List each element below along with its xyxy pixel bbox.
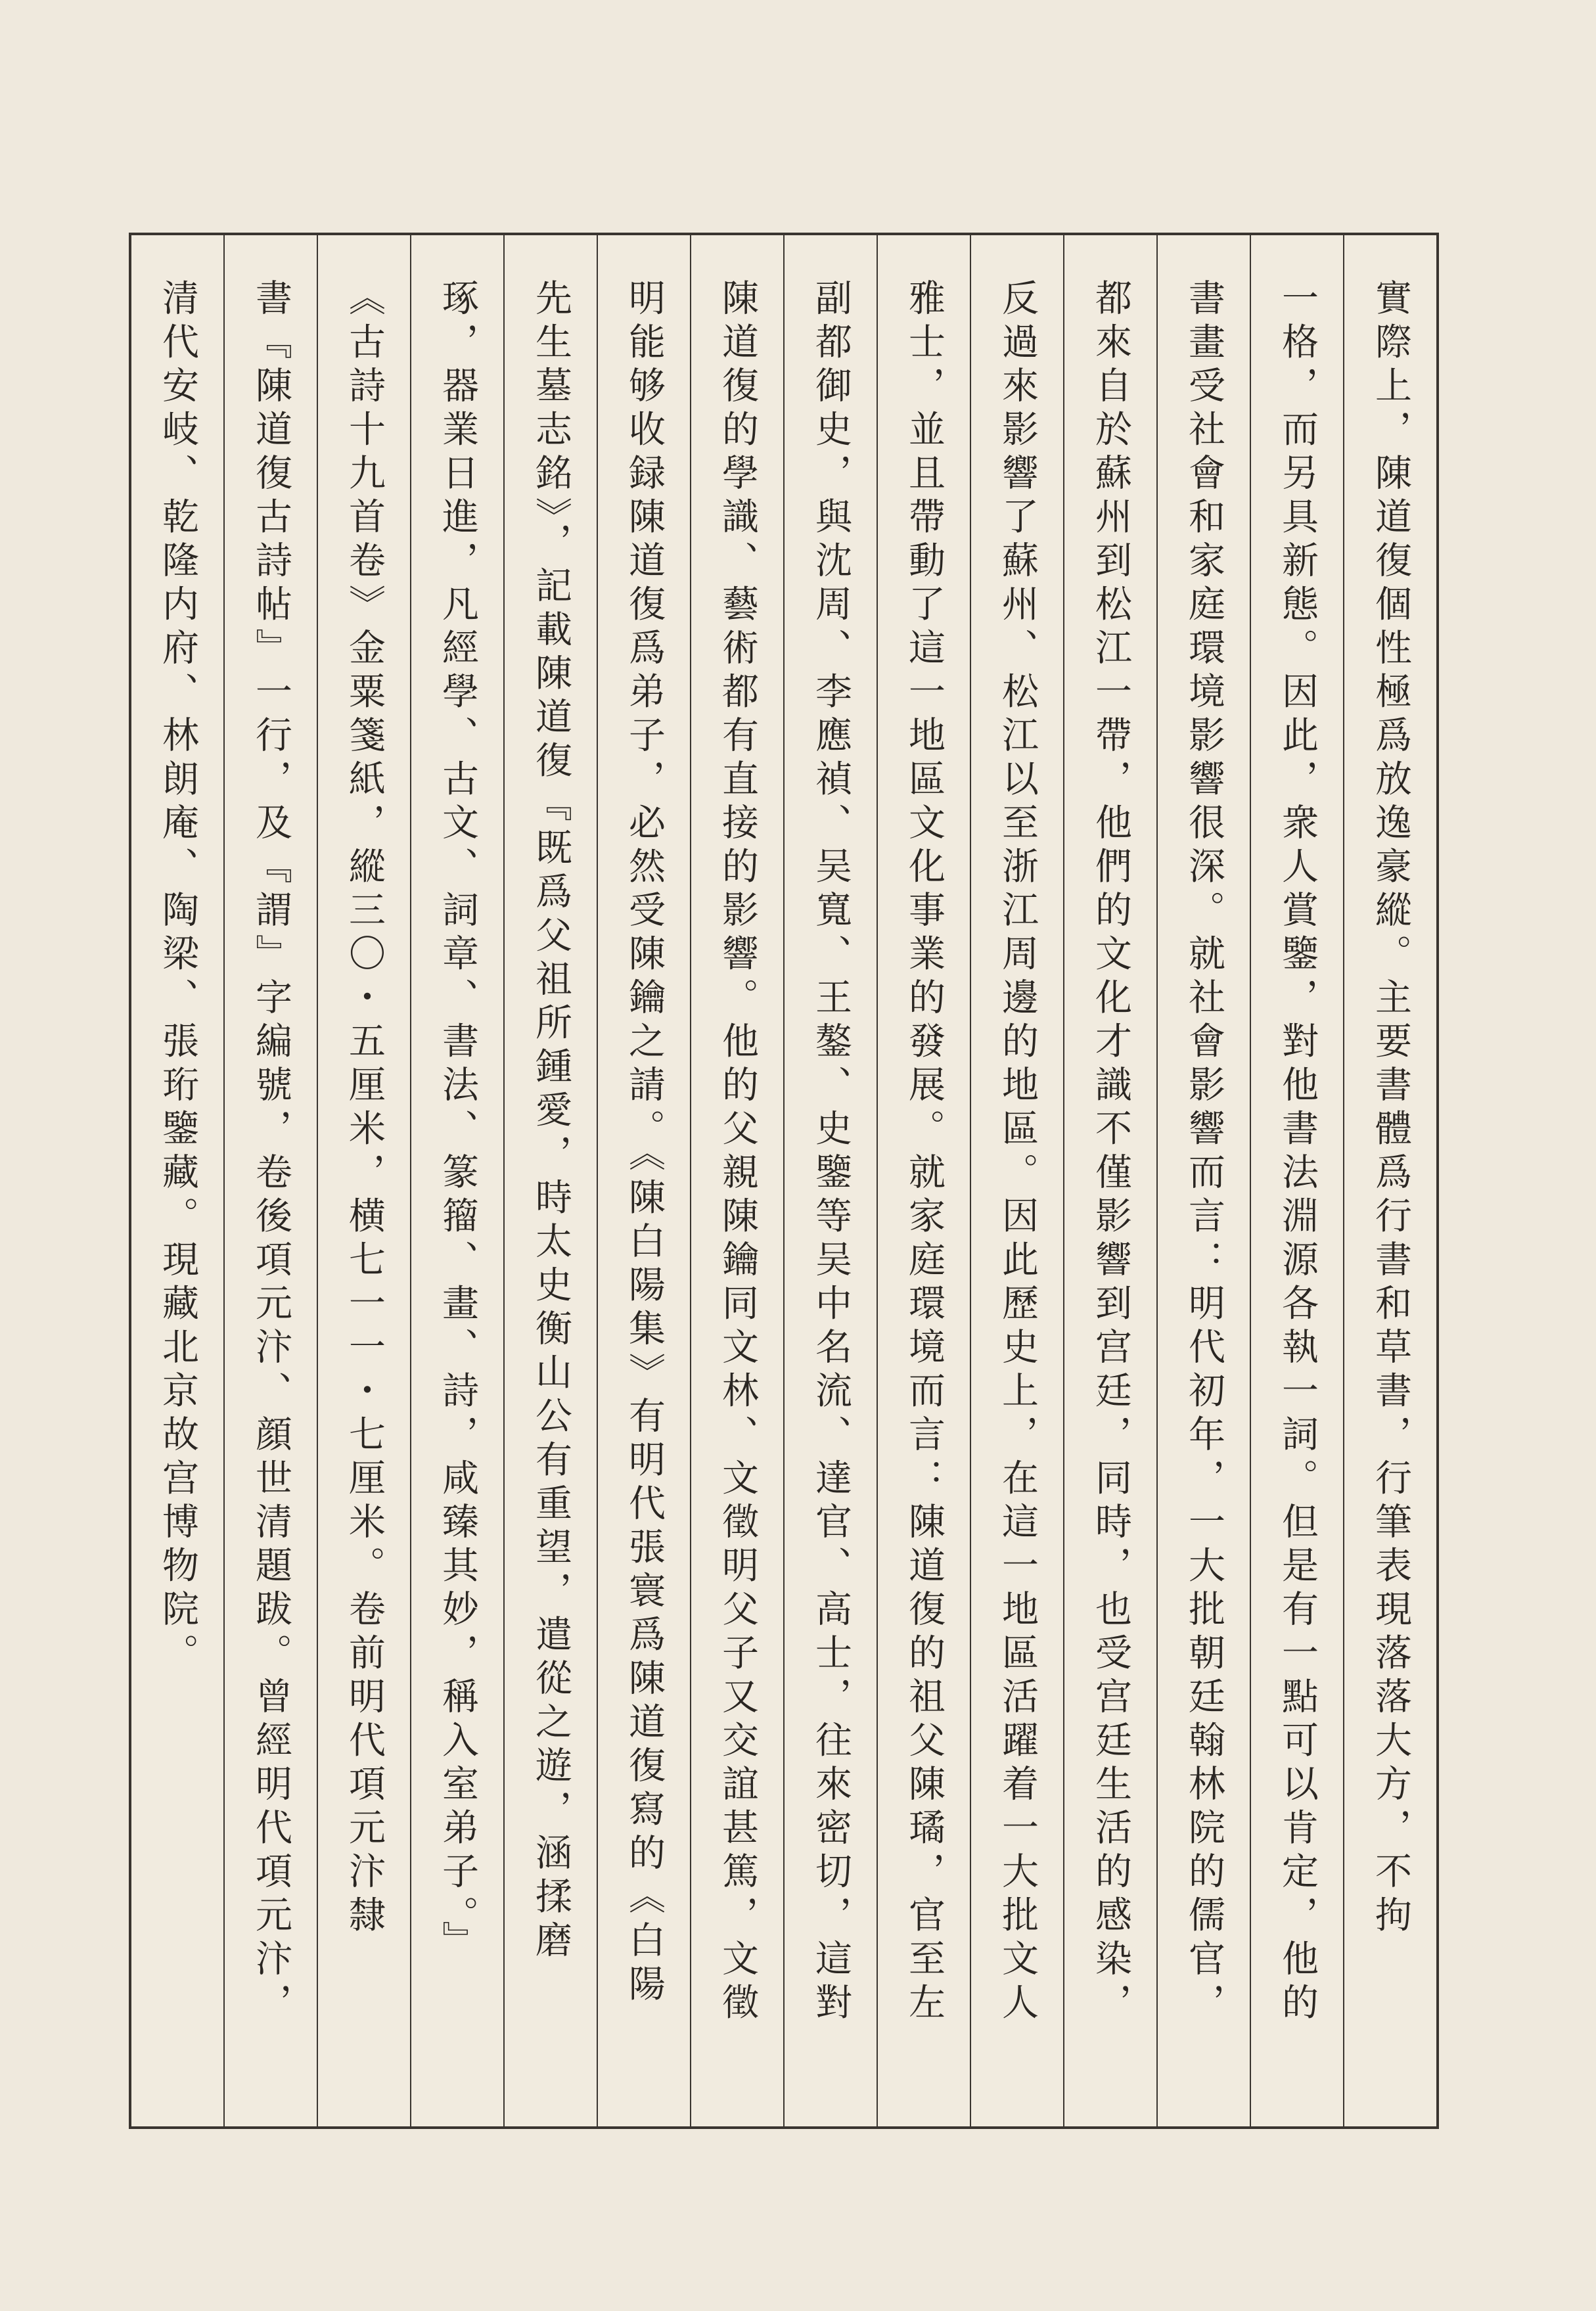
column-text: 明能够收録陳道復爲弟子，必然受陳鑰之請。《陳白陽集》有明代張寰爲陳道復寫的《白陽 <box>623 279 666 2008</box>
column-text: 書畫受社會和家庭環境影響很深。就社會影響而言：明代初年，一大批朝廷翰林院的儒官， <box>1183 279 1225 2026</box>
text-column <box>690 235 783 2126</box>
column-text: 琢，器業日進，凡經學、古文、詞章、書法、篆籀、畫、詩，咸臻其妙，稱入室弟子。』 <box>436 279 479 1965</box>
text-column <box>503 235 597 2126</box>
column-text: 反過來影響了蘇州、松江以至浙江周邊的地區。因此歷史上，在這一地區活躍着一大批文人 <box>996 279 1039 2026</box>
text-column <box>970 235 1063 2126</box>
text-column <box>783 235 877 2126</box>
text-column <box>877 235 970 2126</box>
column-text: 一格，而另具新態。因此，衆人賞鑒，對他書法淵源各執一詞。但是有一點可以肯定，他的 <box>1276 279 1319 2026</box>
text-frame <box>129 233 1439 2129</box>
text-column <box>1343 235 1436 2126</box>
column-text: 副都御史，與沈周、李應禎、吴寬、王鏊、史鑒等吴中名流、達官、高士，往來密切，這對 <box>809 279 852 2026</box>
text-column <box>1156 235 1250 2126</box>
column-text: 書『陳道復古詩帖』一行，及『謂』字編號，卷後項元汴、顔世清題跋。曾經明代項元汴， <box>250 279 292 2026</box>
column-text: 先生墓志銘》，記載陳道復『既爲父祖所鍾愛，時太史衡山公有重望，遣從之遊，涵揉磨 <box>530 279 572 1965</box>
text-column <box>597 235 690 2126</box>
column-text: 實際上，陳道復個性極爲放逸豪縱。主要書體爲行書和草書，行筆表現落落大方，不拘 <box>1369 279 1412 1939</box>
text-column <box>410 235 503 2126</box>
column-text: 都來自於蘇州到松江一帶，他們的文化才識不僅影響到宫廷，同時，也受宫廷生活的感染， <box>1089 279 1132 2026</box>
text-column <box>317 235 410 2126</box>
column-text: 《古詩十九首卷》金粟箋紙，縱三〇・五厘米，横七一一・七厘米。卷前明代項元汴隸 <box>343 279 386 1939</box>
column-text: 雅士，並且帶動了這一地區文化事業的發展。就家庭環境而言：陳道復的祖父陳璚，官至左 <box>903 279 946 2026</box>
text-column <box>131 235 223 2126</box>
column-text: 陳道復的學識、藝術都有直接的影響。他的父親陳鑰同文林、文徵明父子又交誼甚篤，文徵 <box>716 279 759 2026</box>
text-column <box>1250 235 1343 2126</box>
text-column <box>1063 235 1156 2126</box>
column-text: 清代安岐、乾隆内府、林朗庵、陶梁、張珩鑒藏。現藏北京故宫博物院。 <box>156 279 199 1677</box>
text-column <box>223 235 317 2126</box>
